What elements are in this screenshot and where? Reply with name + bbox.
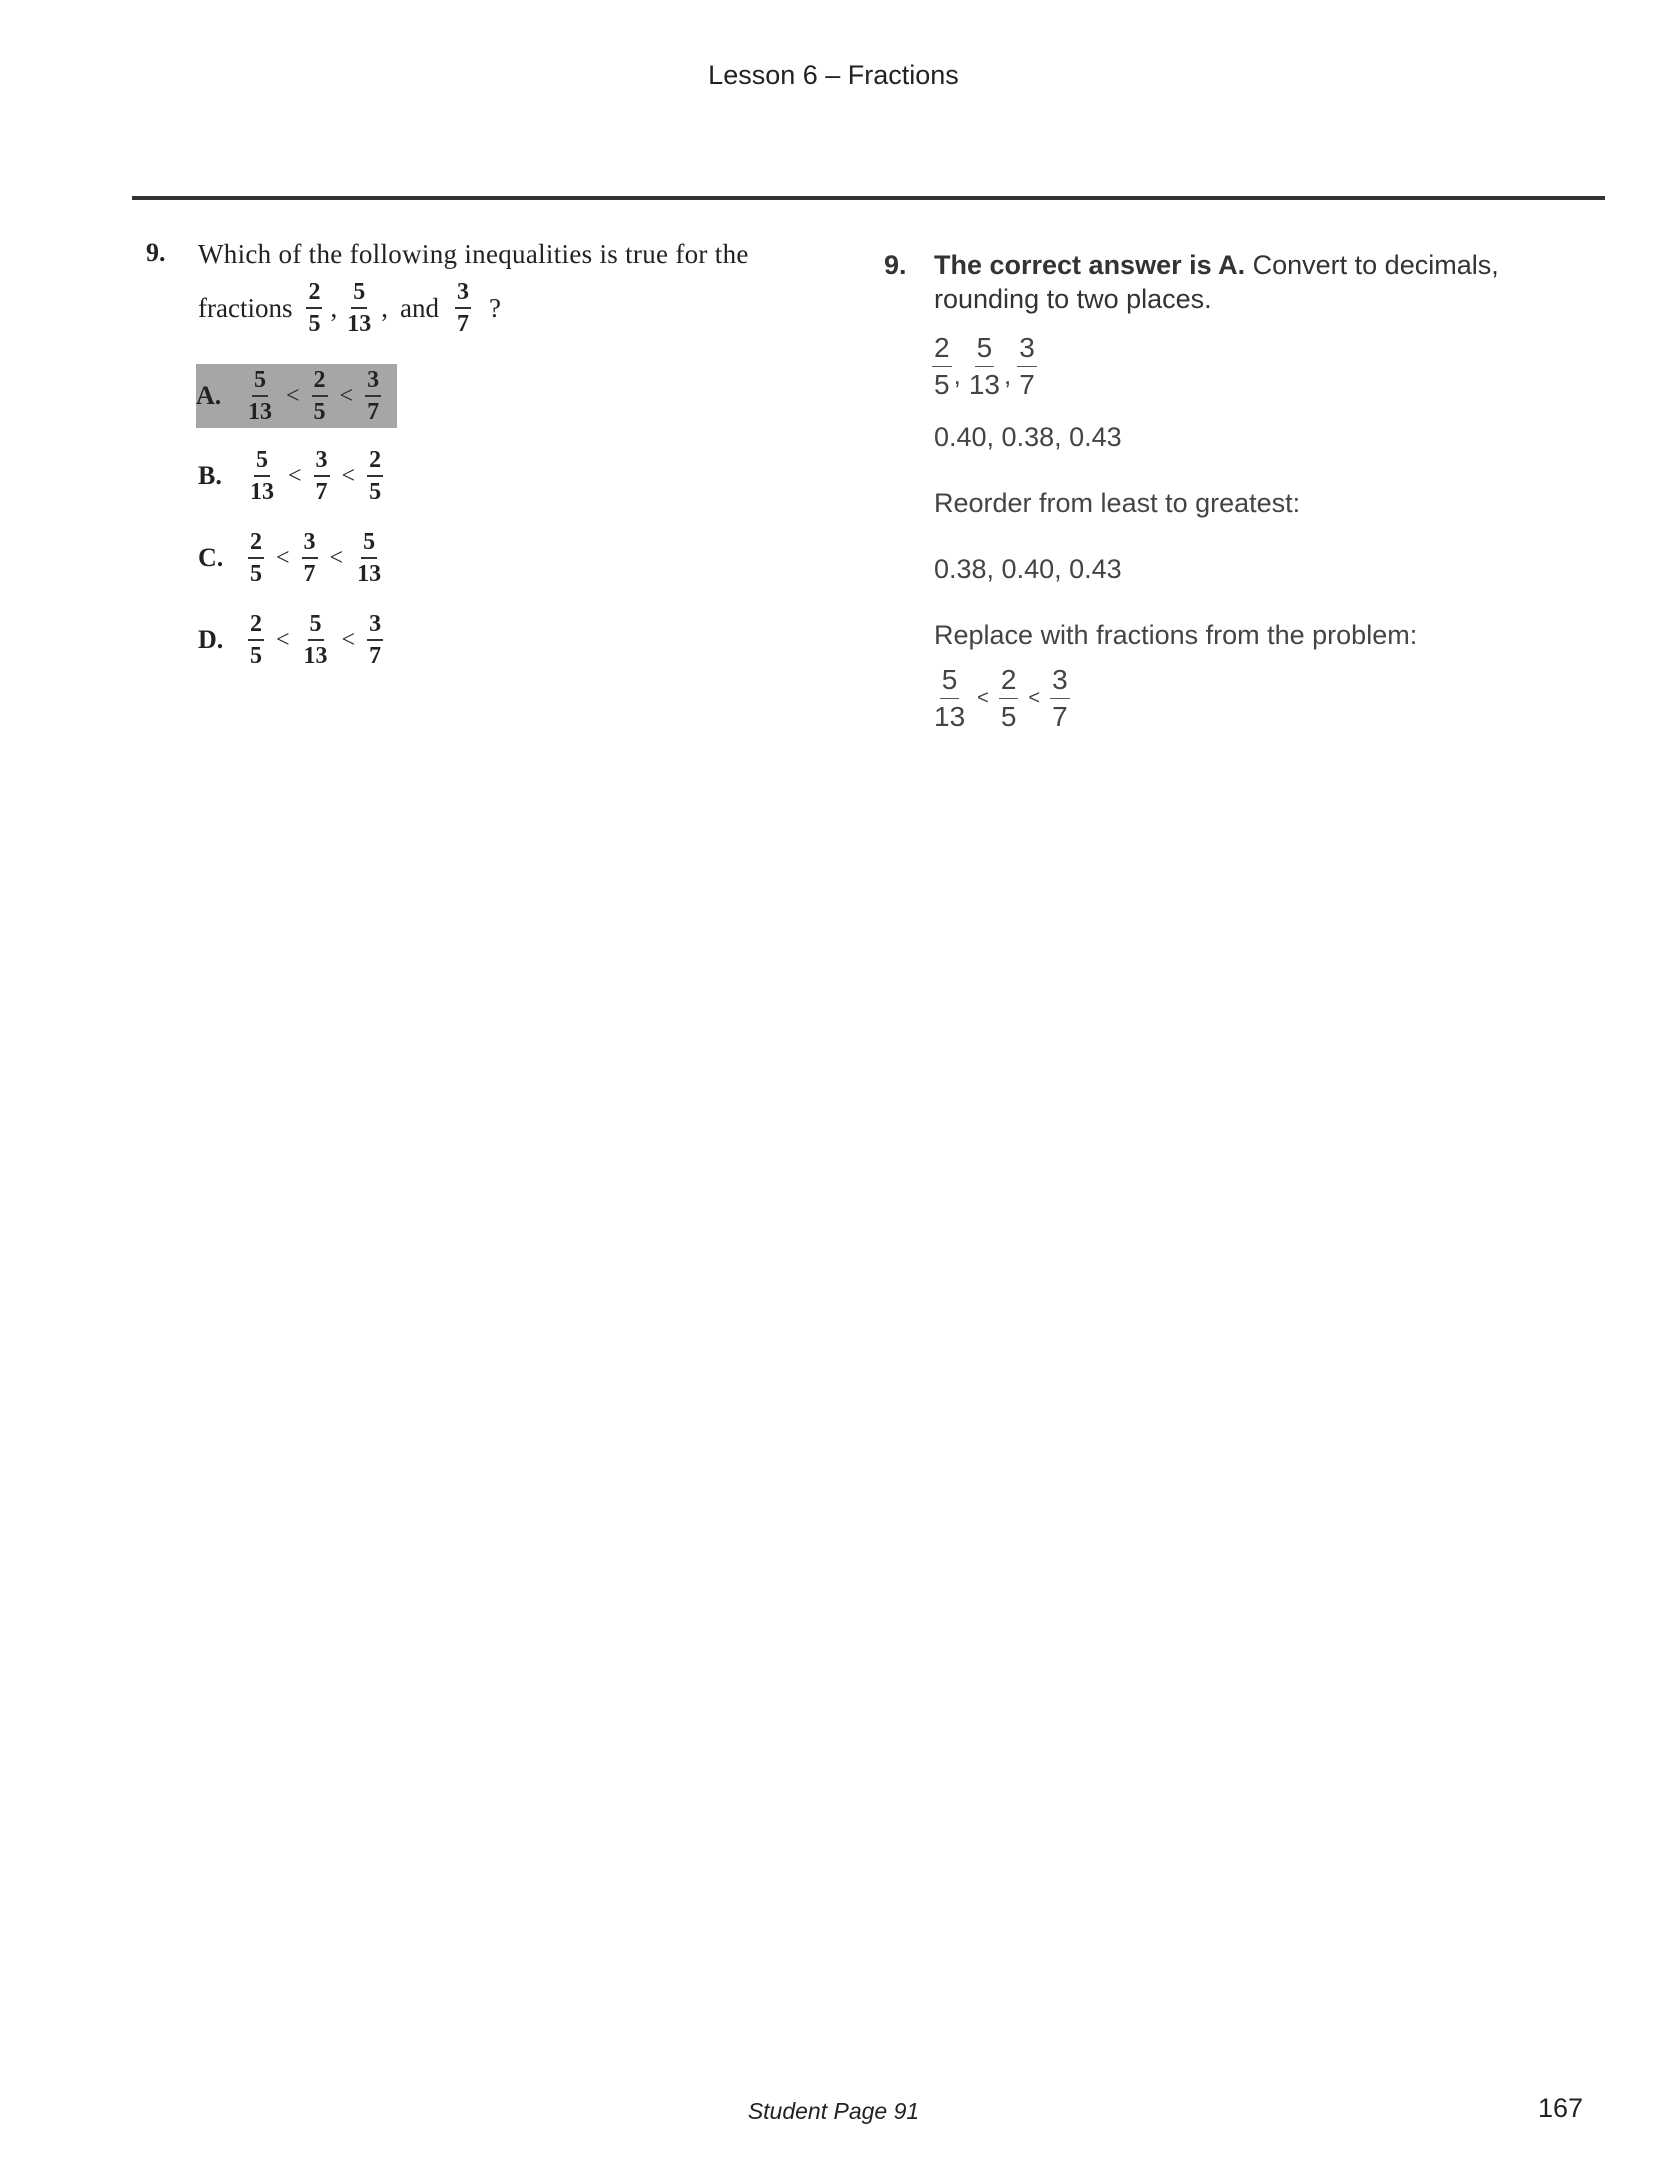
numerator: 5	[308, 612, 324, 641]
answer-final-inequality	[926, 662, 1076, 734]
option-letter: C.	[198, 543, 224, 572]
numerator: 3	[367, 612, 383, 641]
numerator: 2	[248, 612, 264, 641]
fraction	[1017, 331, 1037, 400]
less-than: <	[341, 626, 356, 653]
denominator: 5	[250, 643, 262, 669]
numerator: 3	[302, 530, 318, 559]
denominator: 5	[250, 561, 262, 587]
fraction	[999, 663, 1019, 732]
comma: ,	[330, 292, 338, 323]
fraction	[314, 448, 330, 504]
denominator: 5	[1000, 700, 1017, 732]
denominator: 5	[308, 311, 321, 337]
denominator: 5	[313, 399, 326, 425]
footer-student-page: Student Page 91	[747, 2098, 920, 2124]
numerator: 5	[361, 530, 377, 559]
question-number: 9.	[146, 238, 166, 267]
numerator: 5	[254, 448, 270, 477]
numerator: 3	[365, 368, 381, 397]
denominator: 13	[347, 311, 372, 337]
comma: ,	[953, 359, 961, 390]
question-fractions-line	[198, 276, 503, 340]
fraction	[455, 280, 471, 336]
fraction	[248, 612, 264, 668]
denominator: 13	[934, 700, 966, 732]
denominator: 7	[1019, 368, 1035, 400]
denominator: 5	[369, 479, 382, 505]
denominator: 13	[303, 643, 328, 669]
answer-bold-text: The correct answer is A.	[934, 250, 1246, 280]
less-than: <	[276, 626, 290, 653]
numerator: 2	[932, 334, 952, 367]
answer-reordered: 0.38, 0.40, 0.43	[934, 554, 1122, 584]
answer-number: 9.	[884, 250, 907, 280]
comma: ,	[381, 292, 388, 323]
answer-replace-label: Replace with fractions from the problem:	[934, 620, 1418, 650]
numerator: 3	[1050, 666, 1070, 699]
denominator: 13	[357, 561, 382, 587]
denominator: 7	[456, 311, 469, 337]
fraction	[367, 612, 383, 668]
denominator: 13	[968, 368, 1000, 400]
question-text: Which of the following inequalities is true for the	[198, 239, 749, 269]
answer-decimals: 0.40, 0.38, 0.43	[934, 422, 1122, 452]
less-than: <	[288, 462, 302, 489]
numerator: 5	[351, 280, 367, 309]
comma: ,	[1003, 359, 1012, 390]
denominator: 7	[369, 643, 382, 669]
numerator: 2	[306, 280, 322, 309]
footer-page-number: 167	[1538, 2093, 1584, 2123]
fraction	[365, 368, 381, 424]
denominator: 13	[248, 399, 272, 425]
question-mark: ?	[488, 292, 501, 323]
less-than: <	[286, 382, 300, 409]
denominator: 7	[303, 561, 316, 587]
fraction	[306, 280, 322, 336]
denominator: 7	[315, 479, 328, 505]
answer-fractions	[926, 330, 1043, 402]
fraction	[248, 448, 276, 504]
fraction	[355, 530, 383, 586]
fraction	[302, 612, 330, 668]
and-word: and	[399, 292, 439, 323]
less-than: <	[339, 382, 354, 409]
fraction	[967, 331, 1002, 400]
option-letter: D.	[198, 625, 224, 654]
header-rule	[132, 196, 1605, 200]
option-letter: B.	[198, 461, 222, 490]
less-than: <	[1028, 686, 1041, 709]
denominator: 5	[934, 368, 950, 400]
fraction	[367, 448, 383, 504]
numerator: 3	[1017, 334, 1037, 367]
less-than: <	[341, 462, 356, 489]
denominator: 7	[367, 399, 380, 425]
question-text-prefix: fractions	[198, 292, 293, 323]
numerator: 3	[455, 280, 471, 309]
fraction	[248, 530, 264, 586]
less-than: <	[329, 544, 344, 571]
numerator: 2	[312, 368, 328, 397]
numerator: 5	[940, 666, 960, 699]
numerator: 2	[367, 448, 383, 477]
numerator: 2	[999, 666, 1019, 699]
denominator: 7	[1052, 700, 1068, 732]
less-than: <	[977, 686, 989, 709]
page-header-title: Lesson 6 – Fractions	[708, 60, 959, 90]
fraction	[932, 331, 952, 400]
numerator: 2	[248, 530, 264, 559]
numerator: 3	[314, 448, 330, 477]
answer-reorder-label: Reorder from least to greatest:	[934, 488, 1301, 518]
option-c[interactable]	[198, 526, 389, 590]
fraction	[312, 368, 328, 424]
numerator: 5	[975, 334, 995, 367]
fraction	[1050, 663, 1070, 732]
numerator: 5	[252, 368, 268, 397]
fraction	[932, 663, 967, 732]
denominator: 13	[250, 479, 274, 505]
less-than: <	[276, 544, 290, 571]
option-letter: A.	[196, 381, 222, 410]
fraction	[246, 368, 274, 424]
fraction	[302, 530, 318, 586]
option-a[interactable]	[196, 364, 397, 428]
answer-text: Convert to decimals, rounding to two places.	[934, 250, 1499, 314]
option-d[interactable]	[198, 608, 389, 672]
option-b[interactable]	[198, 444, 389, 508]
answer-explanation	[934, 248, 1534, 316]
fraction	[345, 280, 373, 336]
